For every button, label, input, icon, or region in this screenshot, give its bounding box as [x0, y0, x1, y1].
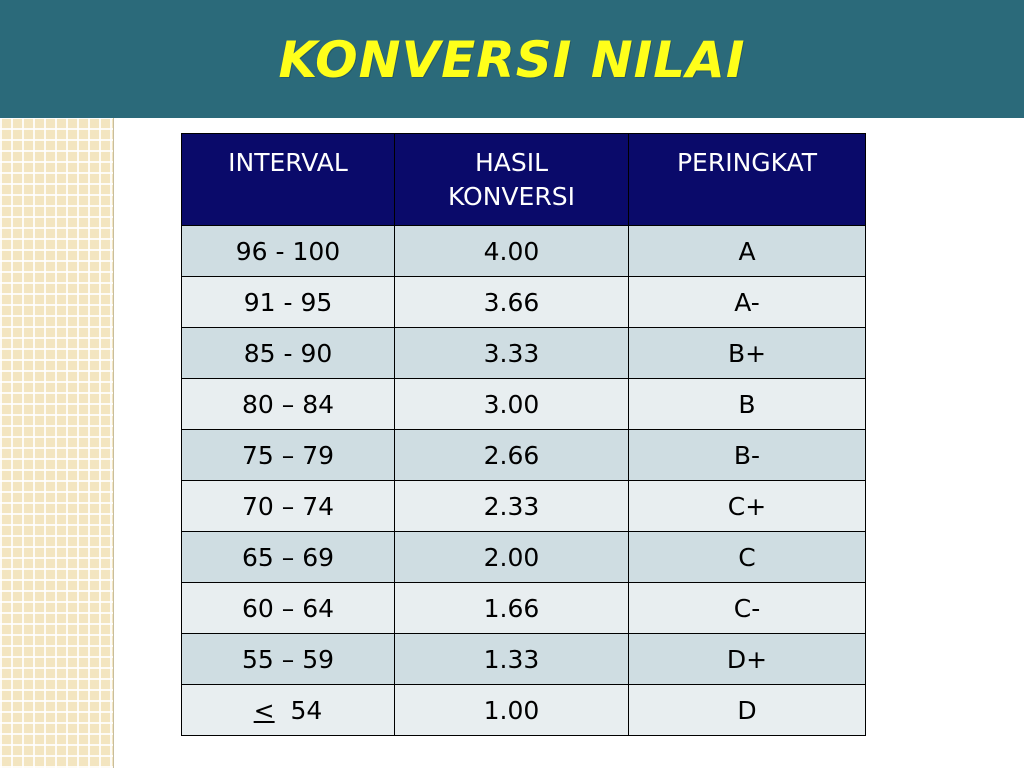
cell-peringkat: D+: [629, 634, 866, 685]
cell-hasil: 2.66: [395, 430, 629, 481]
cell-peringkat: A: [629, 226, 866, 277]
cell-peringkat: B+: [629, 328, 866, 379]
cell-interval: 80 – 84: [182, 379, 395, 430]
table-row: [182, 277, 866, 328]
decorative-side-strip: [0, 118, 114, 768]
cell-hasil: 1.00: [395, 685, 629, 736]
less-than-or-equal-symbol: <: [253, 695, 275, 725]
table-row: [182, 685, 866, 736]
table-row: [182, 430, 866, 481]
cell-interval-value: 54: [290, 695, 323, 725]
table-row: [182, 583, 866, 634]
header-peringkat: PERINGKAT: [629, 134, 866, 226]
cell-peringkat: C-: [629, 583, 866, 634]
cell-hasil: 4.00: [395, 226, 629, 277]
cell-peringkat: C: [629, 532, 866, 583]
cell-hasil: 3.00: [395, 379, 629, 430]
table-row: [182, 379, 866, 430]
cell-interval: 85 - 90: [182, 328, 395, 379]
header-interval: INTERVAL: [182, 134, 395, 226]
cell-hasil: 1.33: [395, 634, 629, 685]
table-row: [182, 226, 866, 277]
cell-hasil: 3.66: [395, 277, 629, 328]
cell-interval: 65 – 69: [182, 532, 395, 583]
cell-peringkat: D: [629, 685, 866, 736]
table-row: [182, 481, 866, 532]
cell-peringkat: C+: [629, 481, 866, 532]
cell-interval: 75 – 79: [182, 430, 395, 481]
table-header-row: [182, 134, 866, 226]
cell-hasil: 3.33: [395, 328, 629, 379]
header-hasil-konversi: [395, 134, 629, 226]
cell-peringkat: B: [629, 379, 866, 430]
cell-interval: [182, 685, 395, 736]
cell-peringkat: A-: [629, 277, 866, 328]
table-row: [182, 532, 866, 583]
header-hasil-konversi-text: HASIL KONVERSI: [448, 148, 575, 211]
grade-conversion-table: [181, 133, 866, 736]
table-row: [182, 328, 866, 379]
cell-interval: 55 – 59: [182, 634, 395, 685]
cell-interval: 70 – 74: [182, 481, 395, 532]
cell-interval: 60 – 64: [182, 583, 395, 634]
cell-hasil: 1.66: [395, 583, 629, 634]
cell-hasil: 2.00: [395, 532, 629, 583]
title-bar: [0, 0, 1024, 118]
cell-hasil: 2.33: [395, 481, 629, 532]
cell-interval: 91 - 95: [182, 277, 395, 328]
slide-title: KONVERSI NILAI: [278, 31, 746, 89]
cell-interval: 96 - 100: [182, 226, 395, 277]
table-row: [182, 634, 866, 685]
cell-peringkat: B-: [629, 430, 866, 481]
